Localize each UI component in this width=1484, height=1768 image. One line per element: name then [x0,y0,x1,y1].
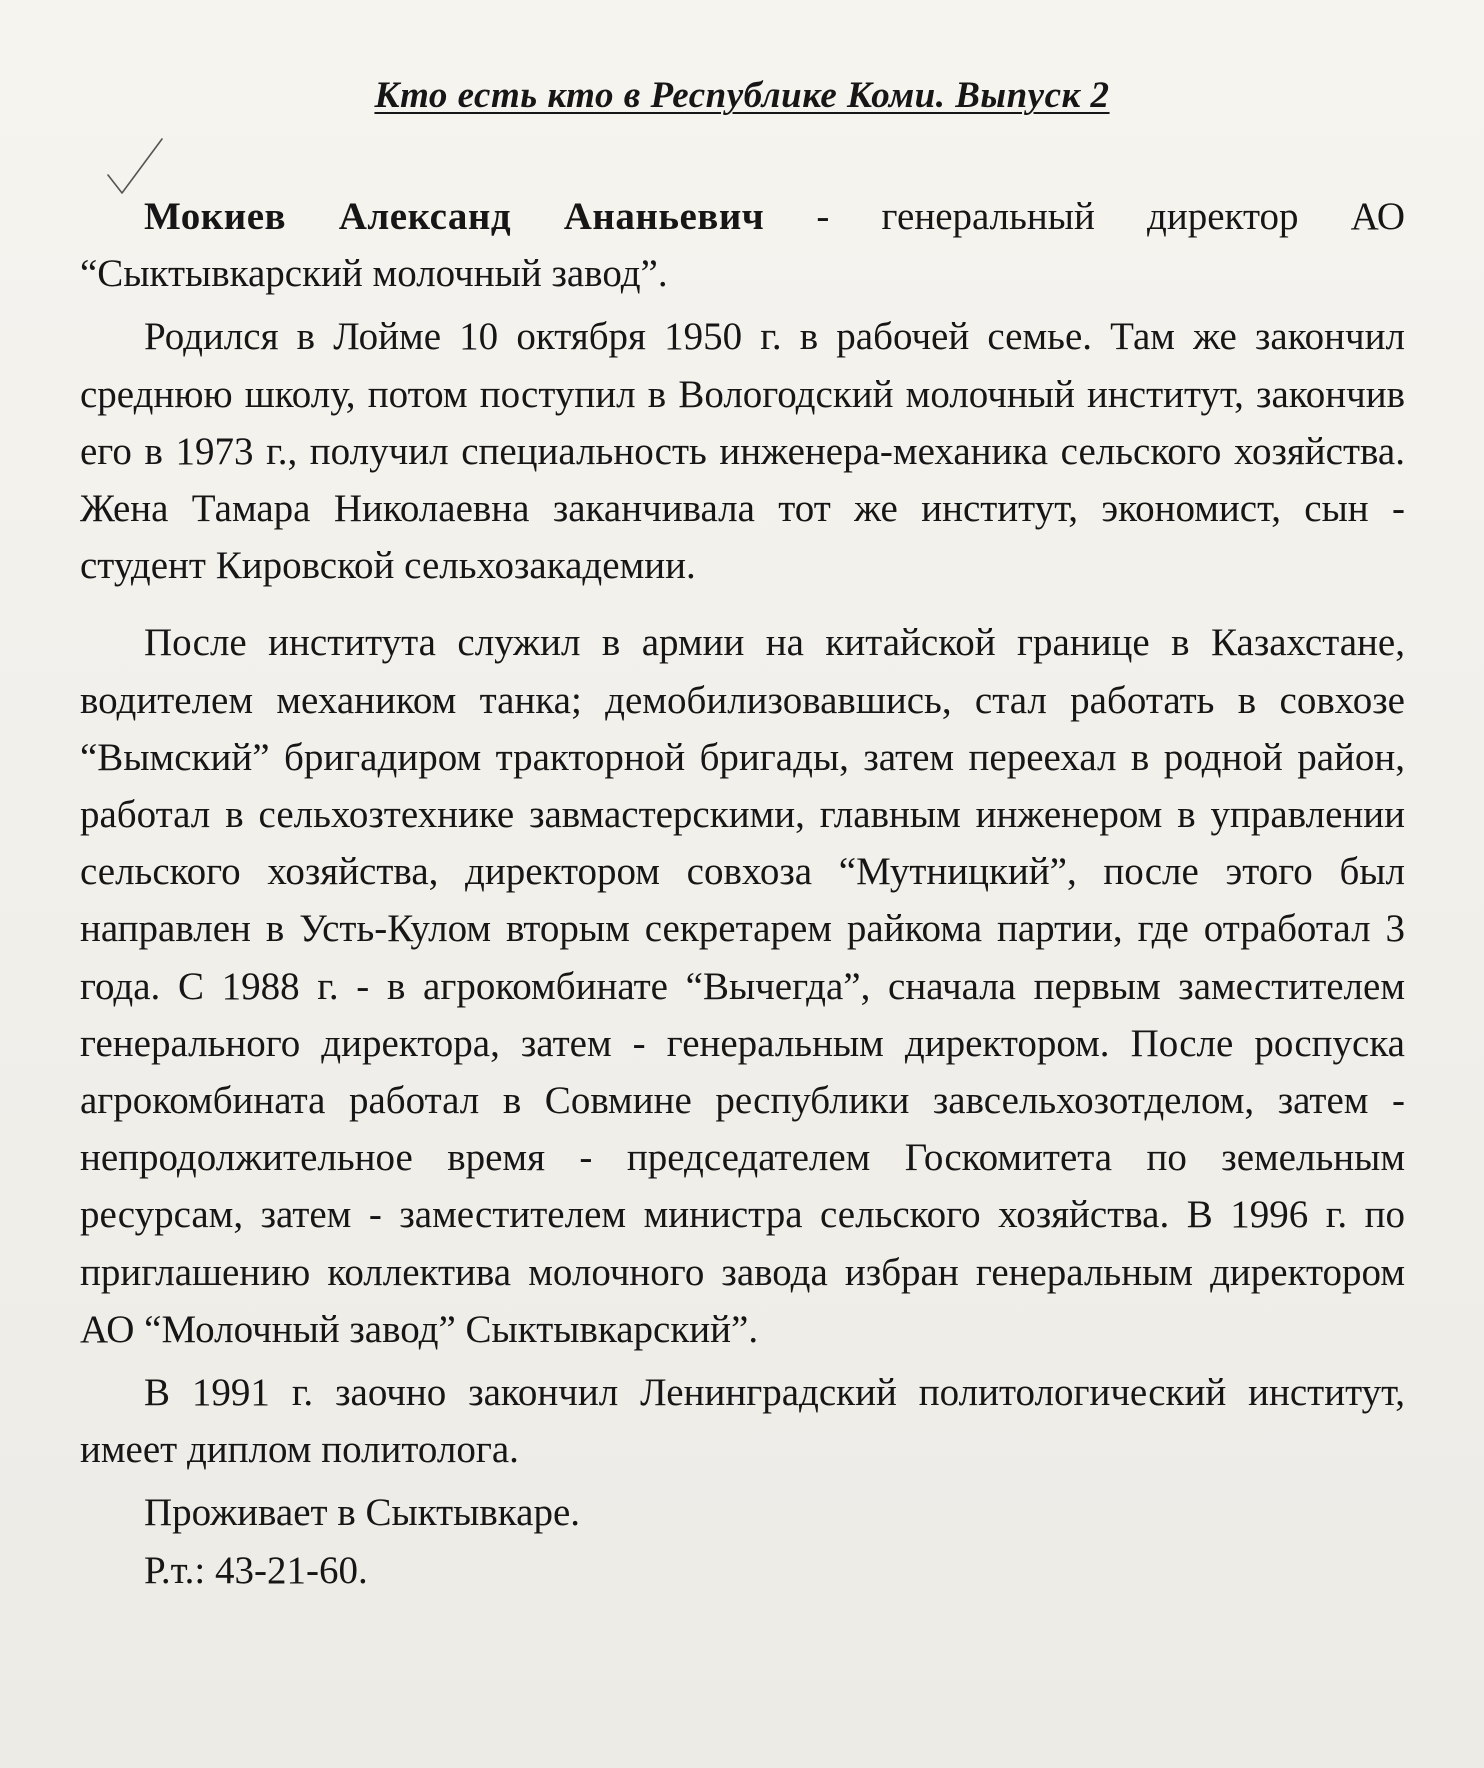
work-phone: Р.т.: 43-21-60. [144,1548,368,1592]
paragraph-career: После института служил в армии на китайской границе в Казахстане, водителем механиком танка; демобилизовавшись, стал работать в совхозе “Вымский” бригадиром тракторной бригады, затем переехал в родной район, работал в сельхозтехнике завмастерскими, главным инженером в управлении сельского хозяйства, директором совхоза “Мутницкий”, после этого был направлен в Усть-Кулом вторым секретарем райкома партии, где отработал 3 года. С 1988 г. - в агрокомбинате “Вычегда”, сначала первым заместителем генерального директора, затем - генеральным директором. После роспуска агрокомбината работал в Совмине республики завсельхозотделом, затем - непродолжительное время - председателем Госкомитета по земельным ресурсам, затем - заместителем министра сельского хозяйства. В 1996 г. по приглашению коллектива молочного завода избран генеральным директором АО “Молочный завод” Сыктывкарский”. [80,621,1405,1351]
paragraph-residence: Проживает в Сыктывкаре. [144,1491,581,1535]
paragraph-birth: Родился в Лойме 10 октября 1950 г. в рабочей семье. Там же закончил среднюю школу, потом поступил в Вологодский молочный институт, закончив его в 1973 г., получил специальность инженера-механика сельского хозяйства. Жена Тамара Николаевна заканчивала тот же институт, экономист, сын - студент Кировской сельхозакадемии. [80,315,1405,588]
paragraph-education: В 1991 г. заочно закончил Ленинградский политологический институт, имеет диплом политолога. [80,1371,1405,1472]
running-title: Кто есть кто в Республике Коми. Выпуск 2 [374,75,1110,116]
running-header [0,74,1484,117]
person-title: - генеральный директор АО “Сыктывкарский молочный завод”. [80,195,1405,296]
entry-heading-paragraph [80,188,1405,302]
biography-entry [80,188,1405,1599]
person-name: Мокиев Александ Ананьевич [144,195,765,238]
